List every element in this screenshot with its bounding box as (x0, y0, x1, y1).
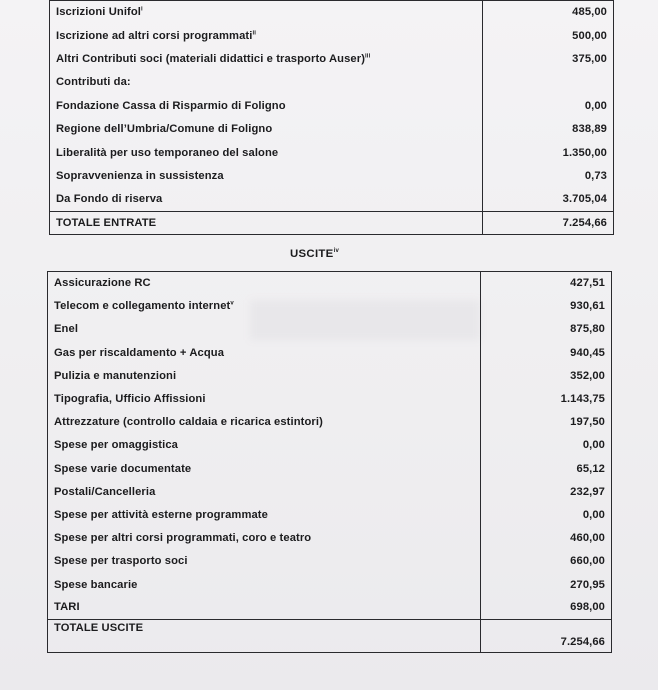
uscite-row-amount: 875,80 (481, 318, 612, 341)
uscite-row-label-text: Spese varie documentate (54, 462, 192, 475)
uscite-row (48, 457, 612, 480)
entrate-row-amount: 485,00 (483, 1, 614, 24)
uscite-row-amount: 0,00 (481, 503, 612, 526)
uscite-row-label (48, 480, 481, 503)
uscite-row (48, 364, 612, 387)
entrate-row-label-text: Regione dell’Umbria/Comune di Foligno (56, 123, 273, 136)
entrate-row (50, 94, 614, 117)
uscite-row (48, 503, 612, 526)
uscite-table (47, 271, 612, 653)
uscite-total-amount: 7.254,66 (481, 619, 612, 652)
uscite-row-label (48, 341, 481, 364)
uscite-row-amount: 930,61 (481, 295, 612, 318)
uscite-row-label (48, 550, 481, 573)
entrate-row (50, 164, 614, 187)
uscite-row-label (48, 318, 481, 341)
uscite-row-label-text: Telecom e collegamento internet (54, 300, 231, 313)
entrate-row-amount: 0,00 (483, 94, 614, 117)
entrate-row-label (50, 164, 483, 187)
uscite-row-amount: 427,51 (481, 272, 612, 295)
entrate-row-label-text: Liberalità per uso temporaneo del salone (56, 146, 279, 159)
entrate-row-amount: 500,00 (483, 24, 614, 47)
entrate-row-label-text: Sopravvenienza in sussistenza (56, 169, 224, 182)
uscite-row-amount: 197,50 (481, 411, 612, 434)
entrate-row-amount: 375,00 (483, 47, 614, 70)
uscite-row-label (48, 573, 481, 596)
uscite-row-amount: 0,00 (481, 434, 612, 457)
uscite-row-amount: 270,95 (481, 573, 612, 596)
entrate-total-amount: 7.254,66 (483, 211, 614, 234)
uscite-row (48, 387, 612, 410)
entrate-row-label-text: Contributi da: (56, 76, 131, 89)
uscite-row-label (48, 457, 481, 480)
uscite-row (48, 272, 612, 295)
uscite-row (48, 434, 612, 457)
uscite-row-label-text: Pulizia e manutenzioni (54, 369, 177, 382)
entrate-row-label (50, 94, 483, 117)
uscite-row-amount: 65,12 (481, 457, 612, 480)
uscite-row (48, 341, 612, 364)
uscite-row (48, 527, 612, 550)
uscite-row-label-text: Spese per trasporto soci (54, 555, 188, 568)
uscite-total-row (48, 619, 612, 652)
uscite-heading (290, 248, 339, 260)
uscite-row-label (48, 596, 481, 619)
uscite-row-label-text: Spese bancarie (54, 578, 138, 591)
entrate-row-amount: 0,73 (483, 164, 614, 187)
entrate-row-label-text: Iscrizioni Unifol (56, 6, 141, 19)
entrate-row-footnote-mark: iii (365, 53, 371, 60)
uscite-row-label-text: Tipografia, Ufficio Affissioni (54, 393, 206, 406)
uscite-row-label (48, 434, 481, 457)
uscite-row (48, 295, 612, 318)
uscite-row-footnote-mark: v (230, 300, 234, 307)
uscite-heading-note: iv (333, 248, 340, 255)
entrate-row-label-text: Fondazione Cassa di Risparmio di Foligno (56, 99, 286, 112)
uscite-row-label (48, 527, 481, 550)
entrate-row (50, 188, 614, 211)
entrate-row (50, 71, 614, 94)
uscite-total-label: TOTALE USCITE (48, 619, 481, 652)
uscite-row-amount: 352,00 (481, 364, 612, 387)
uscite-row-label-text: Spese per omaggistica (54, 439, 178, 452)
entrate-row-label (50, 47, 483, 70)
uscite-row-label-text: Gas per riscaldamento + Acqua (54, 346, 225, 359)
entrate-total-label: TOTALE ENTRATE (50, 211, 483, 234)
uscite-rows (48, 272, 612, 620)
entrate-row-label (50, 188, 483, 211)
uscite-row-amount: 460,00 (481, 527, 612, 550)
entrate-row-label-text: Iscrizione ad altri corsi programmati (56, 29, 253, 42)
entrate-row-label-text: Altri Contributi soci (materiali didattici e trasporto Auser) (56, 52, 366, 65)
uscite-row-amount: 940,45 (481, 341, 612, 364)
uscite-row-amount: 660,00 (481, 550, 612, 573)
entrate-row-amount: 3.705,04 (483, 188, 614, 211)
uscite-row-label (48, 411, 481, 434)
uscite-row (48, 318, 612, 341)
uscite-heading-text: USCITE (290, 248, 334, 260)
entrate-row (50, 117, 614, 140)
uscite-row (48, 573, 612, 596)
entrate-row (50, 47, 614, 70)
uscite-row-label-text: Enel (54, 323, 79, 336)
entrate-row-label-text: Da Fondo di riserva (56, 193, 163, 206)
uscite-row-label (48, 387, 481, 410)
uscite-row-label-text: Postali/Cancelleria (54, 485, 156, 498)
uscite-row (48, 596, 612, 619)
entrate-table (49, 0, 614, 235)
uscite-row (48, 480, 612, 503)
uscite-row-amount: 698,00 (481, 596, 612, 619)
entrate-row-label (50, 71, 483, 94)
uscite-row-label-text: TARI (54, 601, 80, 614)
uscite-row (48, 411, 612, 434)
entrate-row-label (50, 1, 483, 24)
entrate-row-label (50, 117, 483, 140)
uscite-row-label-text: Spese per attività esterne programmate (54, 508, 268, 521)
entrate-row-label (50, 141, 483, 164)
entrate-row-label (50, 24, 483, 47)
uscite-row-amount: 232,97 (481, 480, 612, 503)
uscite-row-label (48, 364, 481, 387)
uscite-row (48, 550, 612, 573)
uscite-row-label-text: Attrezzature (controllo caldaia e ricarica estintori) (54, 416, 323, 429)
entrate-row-amount (483, 71, 614, 94)
entrate-row (50, 141, 614, 164)
entrate-row-footnote-mark: i (141, 6, 143, 13)
uscite-row-label (48, 295, 481, 318)
entrate-total-row (50, 211, 614, 234)
entrate-row-amount: 838,89 (483, 117, 614, 140)
uscite-row-label-text: Assicurazione RC (54, 277, 151, 290)
entrate-row (50, 1, 614, 24)
entrate-row-footnote-mark: ii (252, 29, 256, 36)
uscite-row-label (48, 503, 481, 526)
uscite-row-amount: 1.143,75 (481, 387, 612, 410)
uscite-row-label-text: Spese per altri corsi programmati, coro e teatro (54, 532, 312, 545)
entrate-row-amount: 1.350,00 (483, 141, 614, 164)
uscite-row-label (48, 272, 481, 295)
entrate-rows (50, 1, 614, 212)
entrate-row (50, 24, 614, 47)
